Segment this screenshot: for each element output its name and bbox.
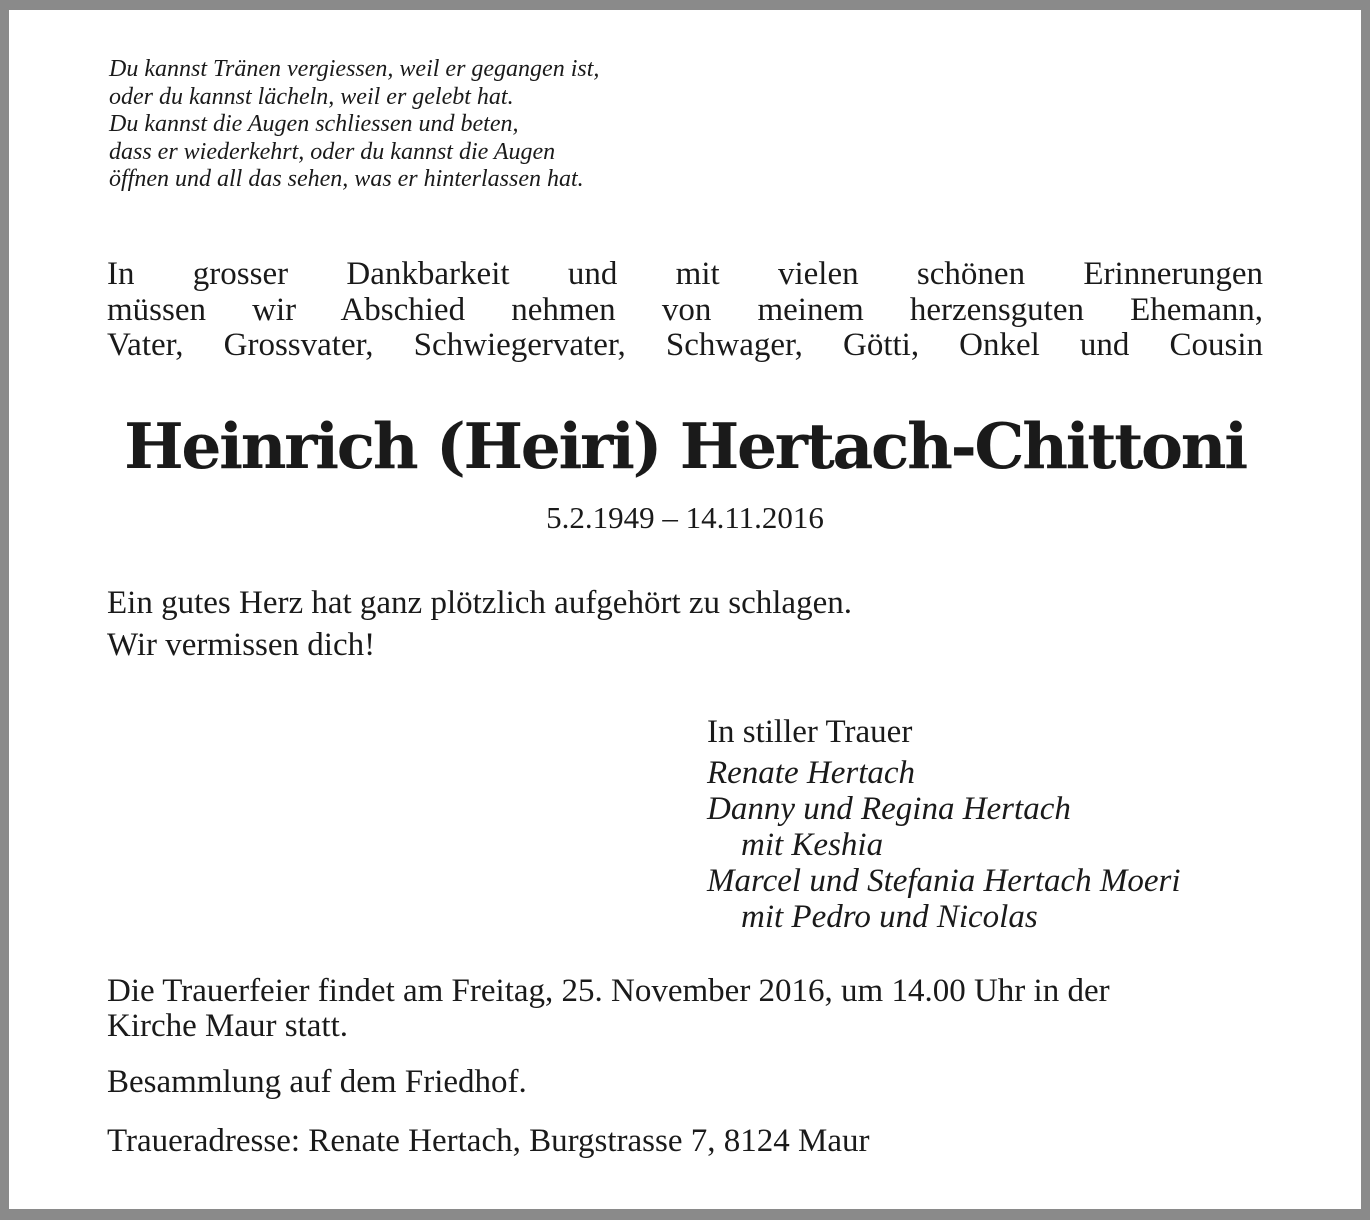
mourner-entry-sub: mit Keshia bbox=[741, 827, 884, 863]
mourners-block bbox=[707, 712, 1307, 935]
mourning-address: Traueradresse: Renate Hertach, Burgstrasse 7, 8124 Maur bbox=[107, 1123, 870, 1159]
ceremony-line: Kirche Maur statt. bbox=[107, 1008, 349, 1044]
quote-line: Ein gutes Herz hat ganz plötzlich aufgehört zu schlagen. bbox=[107, 585, 852, 621]
quote-line: Wir vermissen dich! bbox=[107, 627, 376, 663]
intro-line: müssen wir Abschied nehmen von meinem herzensguten Ehemann, bbox=[107, 291, 1263, 328]
poem-line: Du kannst Tränen vergiessen, weil er gegangen ist, bbox=[109, 56, 600, 82]
gathering-info: Besammlung auf dem Friedhof. bbox=[107, 1064, 527, 1100]
intro-text bbox=[107, 257, 1263, 364]
mourner-entry: Renate Hertach bbox=[707, 755, 916, 791]
mourner-entry-sub: mit Pedro und Nicolas bbox=[741, 899, 1038, 935]
intro-line: Vater, Grossvater, Schwiegervater, Schwager, Götti, Onkel und Cousin bbox=[107, 327, 1263, 363]
poem-line: oder du kannst lächeln, weil er gelebt hat. bbox=[109, 83, 514, 110]
mourner-entry: Marcel und Stefania Hertach Moeri bbox=[707, 863, 1181, 899]
mourners-list bbox=[707, 755, 1307, 935]
deceased-name: Heinrich (Heiri) Hertach-Chittoni bbox=[124, 409, 1246, 483]
ceremony-info bbox=[107, 974, 1277, 1044]
mourner-entry: Danny und Regina Hertach bbox=[707, 791, 1071, 827]
poem-line: dass er wiederkehrt, oder du kannst die Augen bbox=[109, 138, 556, 165]
obituary-page bbox=[9, 10, 1361, 1209]
intro-line: In grosser Dankbarkeit und mit vielen schönen Erinnerungen bbox=[107, 256, 1263, 292]
farewell-quote bbox=[107, 582, 1263, 666]
ceremony-line: Die Trauerfeier findet am Freitag, 25. November 2016, um 14.00 Uhr in der bbox=[107, 973, 1110, 1009]
poem bbox=[109, 56, 809, 194]
poem-line: Du kannst die Augen schliessen und beten, bbox=[109, 111, 519, 137]
life-dates: 5.2.1949 – 14.11.2016 bbox=[546, 500, 824, 535]
poem-line: öffnen und all das sehen, was er hinterlassen hat. bbox=[109, 166, 584, 192]
mourners-heading: In stiller Trauer bbox=[707, 714, 913, 750]
